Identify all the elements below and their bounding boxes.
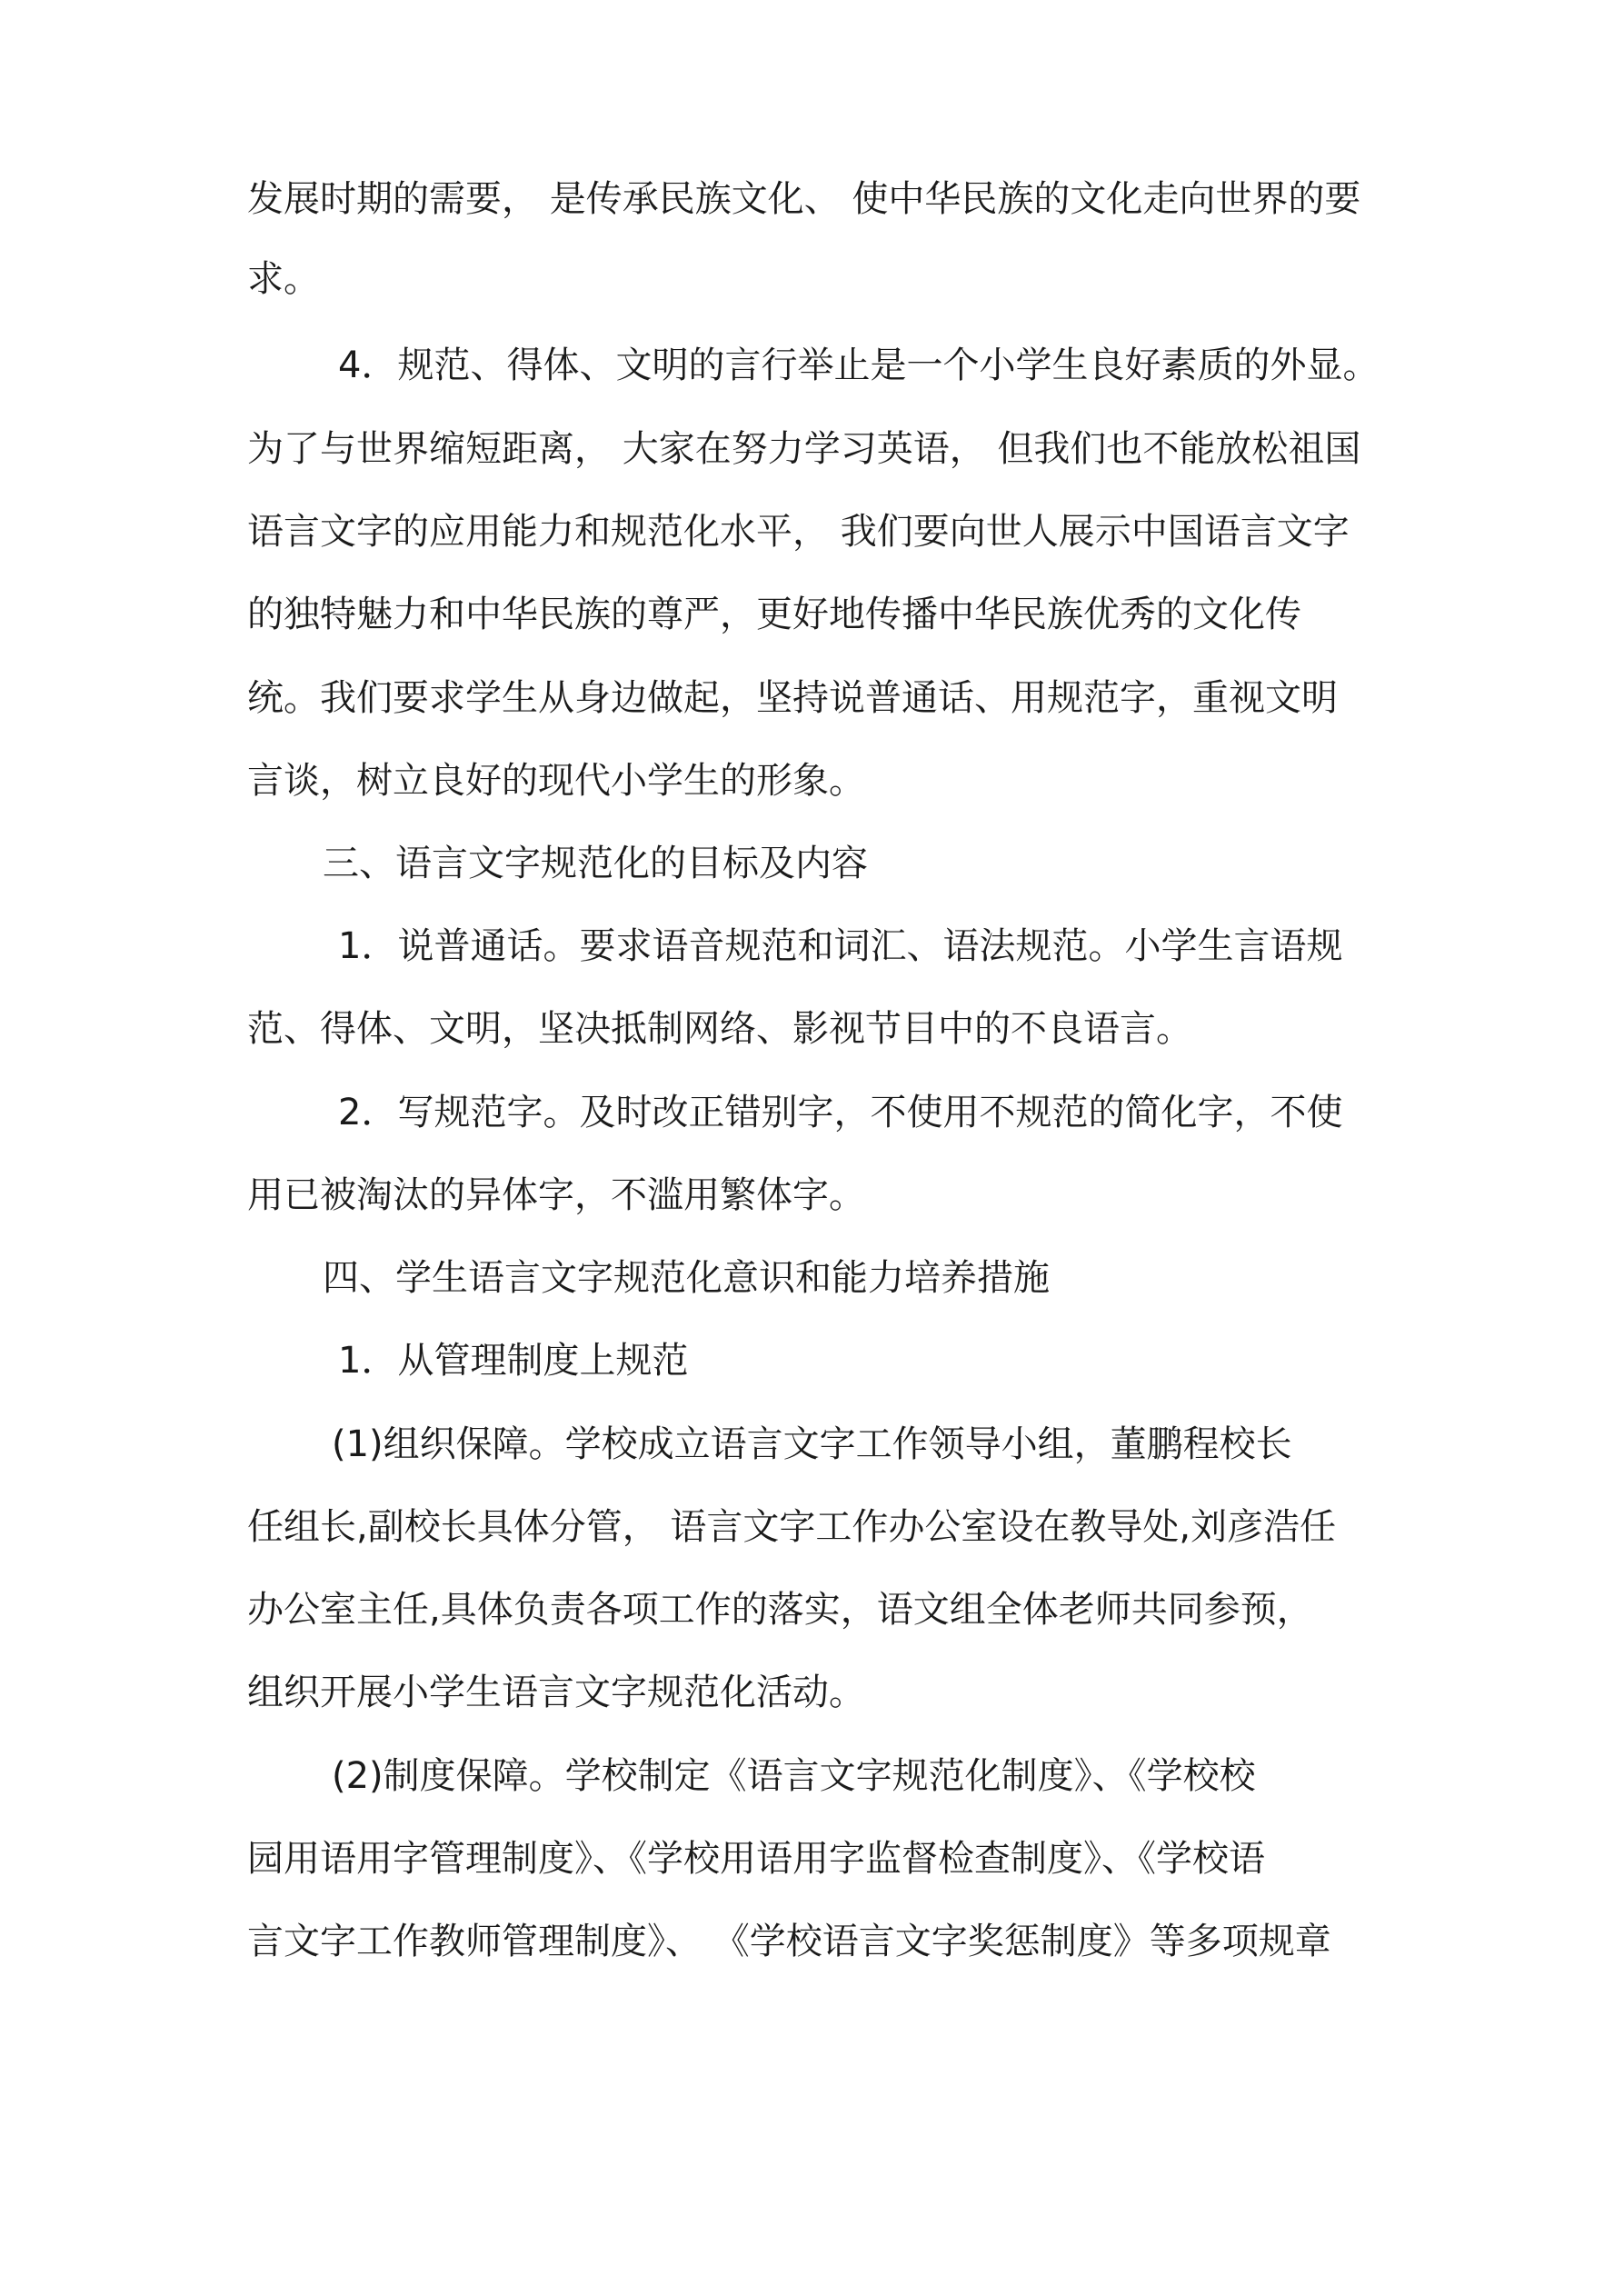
text-line: 园用语用字管理制度》、《学校用语用字监督检查制度》、《学校语 [247,1838,1265,1880]
text-line: 发展时期的需要， 是传承民族文化、 使中华民族的文化走向世界的要 [247,178,1361,220]
text-line: 用已被淘汰的异体字，不滥用繁体字。 [247,1174,865,1216]
text-line: 言文字工作教师管理制度》、 《学校语言文字奖惩制度》等多项规章 [247,1921,1331,1962]
text-line: (1)组织保障。学校成立语言文字工作领导小组，董鹏程校长 [332,1423,1292,1465]
section-heading: 三、语言文字规范化的目标及内容 [323,843,868,884]
text-line: 范、得体、文明，坚决抵制网络、影视节目中的不良语言。 [247,1008,1192,1050]
text-line: 2．写规范字。及时改正错别字，不使用不规范的简化字，不使 [338,1092,1343,1133]
text-line: 的独特魅力和中华民族的尊严，更好地传播中华民族优秀的文化传 [247,594,1301,635]
text-line: 为了与世界缩短距离， 大家在努力学习英语， 但我们也不能放松祖国 [247,428,1361,470]
text-line: 组织开展小学生语言文字规范化活动。 [247,1672,865,1713]
section-heading: 四、学生语言文字规范化意识和能力培养措施 [323,1257,1050,1299]
text-line: 统。我们要求学生从身边做起，坚持说普通话、用规范字，重视文明 [247,677,1338,719]
text-line: 言谈，树立良好的现代小学生的形象。 [247,760,865,802]
text-line: 任组长,副校长具体分管， 语言文字工作办公室设在教导处,刘彦浩任 [247,1506,1337,1548]
text-line: 办公室主任,具体负责各项工作的落实，语文组全体老师共同参预， [247,1589,1313,1631]
subsection-heading: 1．从管理制度上规范 [338,1340,689,1382]
text-line: 1．说普通话。要求语音规范和词汇、语法规范。小学生言语规 [338,925,1343,967]
text-line: 语言文字的应用能力和规范化水平， 我们要向世人展示中国语言文字 [247,511,1350,553]
text-line: (2)制度保障。学校制定《语言文字规范化制度》、《学校校 [332,1755,1256,1797]
text-line: 求。 [247,258,320,300]
text-line: 4．规范、得体、文明的言行举止是一个小学生良好素质的外显。 [338,344,1380,386]
